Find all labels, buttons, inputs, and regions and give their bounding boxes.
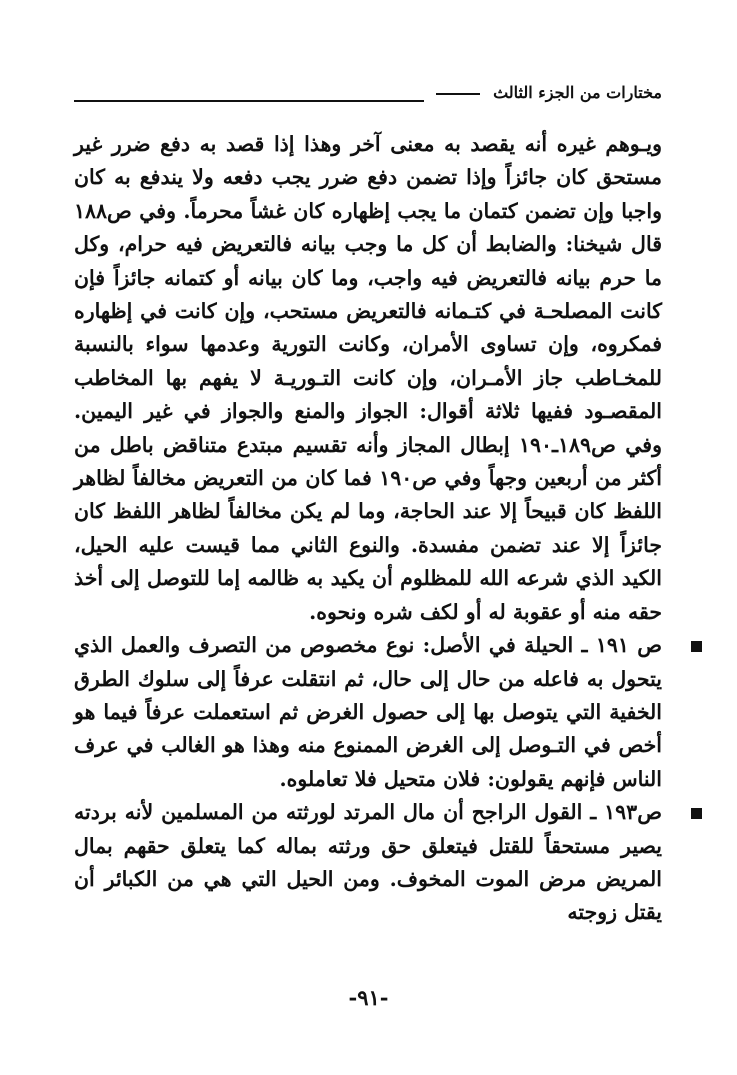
page-number: -٩١- — [348, 985, 389, 1010]
running-header — [74, 78, 662, 104]
body-text — [74, 128, 662, 930]
header-title-block — [424, 82, 662, 104]
paragraph-2 — [74, 629, 662, 796]
header-dash — [436, 93, 480, 95]
square-bullet-icon — [691, 641, 702, 652]
paragraph-1: ويـوهم غيره أنه يقصد به معنى آخر وهذا إذا قصد به دفع ضرر غير مستحق كان جائزاً وإذا تضمن دفع ضرر يجب دفعه ولا يندفع به كان واجبا وإن تضمن كتمان ما يجب إظهاره كان غشاً محرماً. وفي ص١٨٨ قال شيخنا: والضابط أن كل ما وجب بيانه فالتعريض فيه حرام، وكل ما حرم بيانه فالتعريض فيه واجب، وما كان بيانه أو كتمانه جائزاً فإن كانت المصلحـة في كتـمانه فالتعريض مستحب، وإن كانت في إظهاره فمكروه، وإن تساوى الأمران، وكانت التورية وعدمها سواء بالنسبة للمخـاطب جاز الأمـران، وإن كانت التـوريـة لا يفهم بها المخاطب المقصـود ففيها ثلاثة أقوال: الجواز والمنع والجواز في غير اليمين. وفي ص١٨٩ـ١٩٠ إبطال المجاز وأنه تقسيم مبتدع متناقض باطل من أكثر من أربعين وجهاً وفي ص١٩٠ فما كان من التعريض مخالفاً لظاهر اللفظ كان قبيحاً إلا عند الحاجة، وما لم يكن مخالفاً لظاهر اللفظ كان جائزاً إلا عند تضمن مفسدة. والنوع الثاني مما قيست عليه الحيل، الكيد الذي شرعه الله للمظلوم أن يكيد به ظالمه إما للتوصل إلى أخذ حقه منه أو عقوبة له أو لكف شره ونحوه. — [74, 132, 662, 624]
paragraph-3 — [74, 796, 662, 930]
header-title: مختارات من الجزء الثالث — [493, 83, 662, 102]
paragraph-3-text: ص١٩٣ ـ القول الراجح أن مال المرتد لورثته من المسلمين لأنه بردته يصير مستحقاً للقتل فيتعلق حق ورثته بماله كما يتعلق حقهم بمال المريض مرض الموت المخوف. ومن الحيل التي هي من الكبائر أن يقتل زوجته — [74, 800, 662, 925]
paragraph-2-text: ص ١٩١ ـ الحيلة في الأصل: نوع مخصوص من التصرف والعمل الذي يتحول به فاعله من حال إلى حال، ثم انتقلت عرفاً إلى سلوك الطرق الخفية التي يتوصل بها إلى حصول الغرض ثم استعملت عرفاً فيما هو أخص في التـوصل إلى الغرض الممنوع منه وهذا هو الغالب في عرف الناس فإنهم يقولون: فلان متحيل فلا تعاملوه. — [74, 633, 663, 791]
square-bullet-icon — [691, 808, 702, 819]
